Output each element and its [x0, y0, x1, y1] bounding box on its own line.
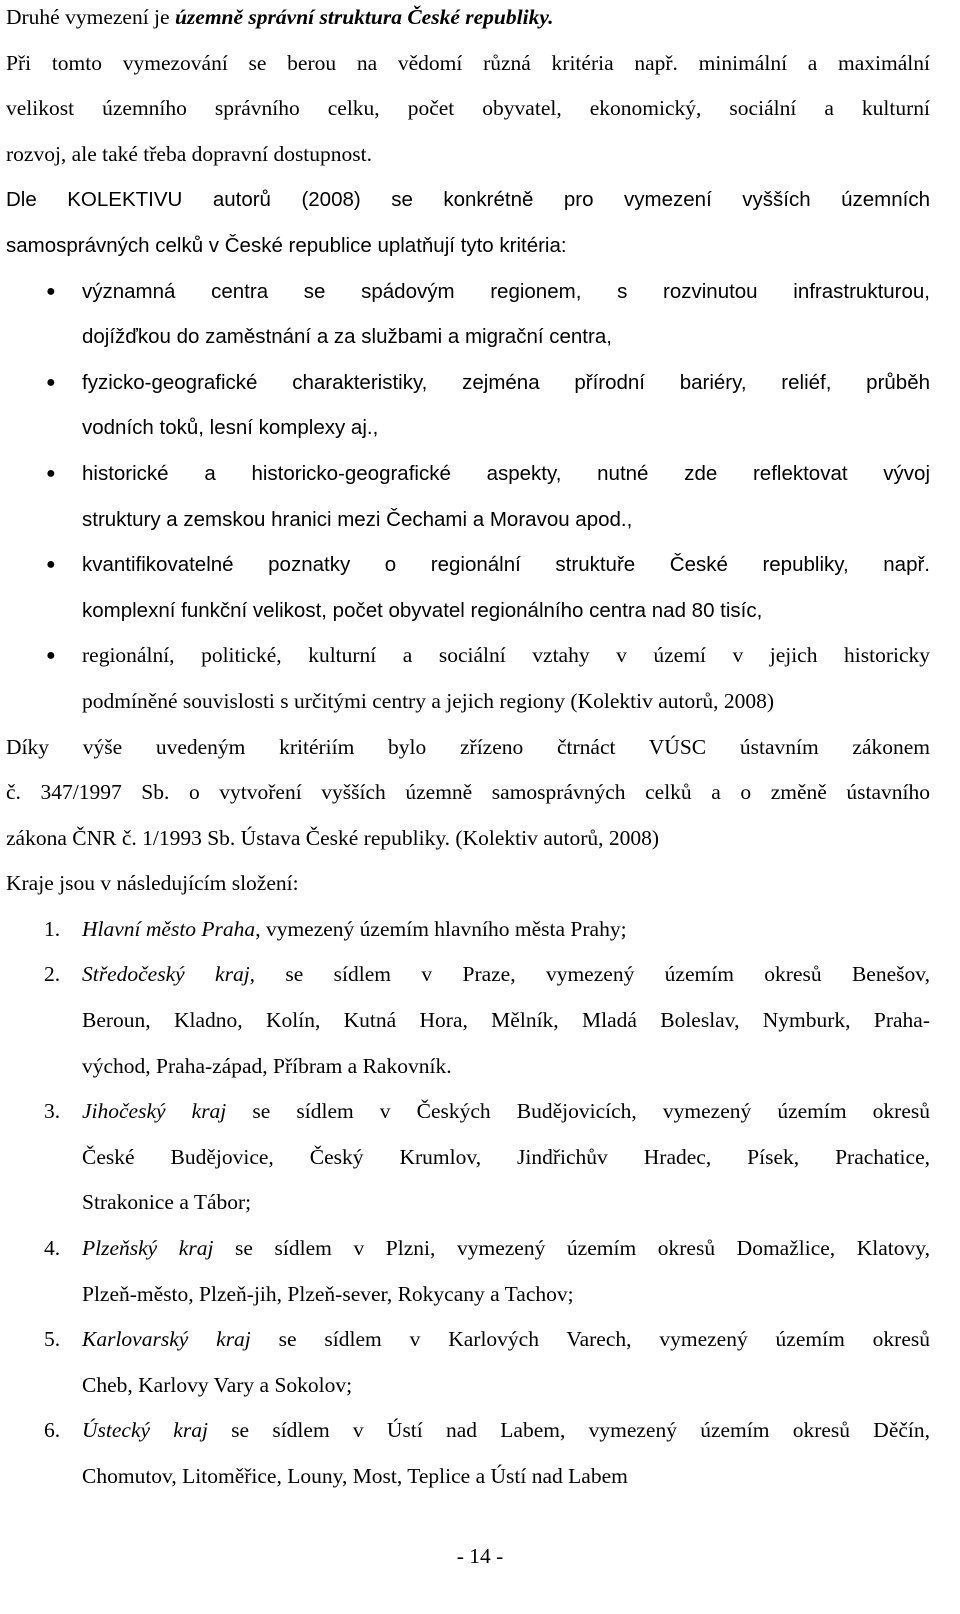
- intro-line-2: Při tomto vymezování se berou na vědomí různá kritéria např. minimální a maximální: [6, 50, 930, 75]
- list-item-3-cont: České Budějovice, Český Krumlov, Jindřichův Hradec, Písek, Prachatice,: [82, 1144, 930, 1169]
- intro-line-6: samosprávných celků v České republice uplatňují tyto kritéria:: [6, 233, 567, 257]
- list-number: 2.: [44, 962, 61, 987]
- bullet-item-1: ● významná centra se spádovým regionem, s rozvinutou infrastrukturou,: [6, 269, 930, 315]
- list-item-2-cont2: východ, Praha-západ, Příbram a Rakovník.: [82, 1053, 452, 1078]
- list-item-4-cont: Plzeň-město, Plzeň-jih, Plzeň-sever, Rokycany a Tachov;: [82, 1281, 574, 1306]
- list-number: 3.: [44, 1099, 61, 1124]
- region-name: Karlovarský kraj: [82, 1327, 251, 1352]
- bullet-icon: ●: [46, 647, 56, 665]
- intro-line-4: rozvoj, ale také třeba dopravní dostupnost.: [6, 141, 372, 166]
- bullet-item-1-cont: dojížďkou do zaměstnání a za službami a migrační centra,: [82, 325, 612, 349]
- bullet-icon: ●: [46, 464, 56, 482]
- bullet-item-2: ● fyzicko-geografické charakteristiky, zejména přírodní bariéry, reliéf, průběh: [6, 360, 930, 406]
- para2-line-1: Díky výše uvedeným kritériím bylo zřízeno čtrnáct VÚSC ústavním zákonem: [6, 734, 930, 759]
- list-item-2-cont: Beroun, Kladno, Kolín, Kutná Hora, Mělník, Mladá Boleslav, Nymburk, Praha-: [82, 1008, 930, 1033]
- region-name: Jihočeský kraj: [82, 1099, 227, 1124]
- para2-line-4: Kraje jsou v následujícím složení:: [6, 871, 299, 896]
- bullet-item-3-cont: struktury a zemskou hranici mezi Čechami a Moravou apod.,: [82, 507, 633, 531]
- emphasis-text: územně správní struktura České republiky.: [174, 5, 554, 29]
- list-item-5: 5. Karlovarský kraj se sídlem v Karlových Varech, vymezený územím okresů: [6, 1317, 930, 1363]
- intro-line-5: Dle KOLEKTIVU autorů (2008) se konkrétně pro vymezení vyšších územních: [6, 188, 930, 212]
- bullet-item-3: ● historické a historicko-geografické aspekty, nutné zde reflektovat vývoj: [6, 451, 930, 497]
- list-item-3-cont2: Strakonice a Tábor;: [82, 1190, 252, 1215]
- list-item-6-cont: Chomutov, Litoměřice, Louny, Most, Teplice a Ústí nad Labem: [82, 1464, 628, 1488]
- bullet-item-4: ● kvantifikovatelné poznatky o regionální struktuře České republiky, např.: [6, 542, 930, 588]
- intro-line-3: velikost územního správního celku, počet obyvatel, ekonomický, sociální a kulturní: [6, 96, 930, 121]
- document-page: [6, 0, 930, 1500]
- para2-line-2: č. 347/1997 Sb. o vytvoření vyšších územně samosprávných celků a o změně ústavního: [6, 780, 930, 805]
- region-name: Hlavní město Praha: [82, 916, 256, 941]
- list-item-6: 6. Ústecký kraj se sídlem v Ústí nad Labem, vymezený územím okresů Děčín,: [6, 1408, 930, 1454]
- intro-line-1: Druhé vymezení je územně správní struktura České republiky.: [6, 5, 554, 29]
- list-item-5-cont: Cheb, Karlovy Vary a Sokolov;: [82, 1372, 353, 1397]
- list-number: 4.: [44, 1236, 61, 1261]
- bullet-item-5: ● regionální, politické, kulturní a sociální vztahy v území v jejich historicky: [6, 633, 930, 679]
- list-item-4: 4. Plzeňský kraj se sídlem v Plzni, vymezený územím okresů Domažlice, Klatovy,: [6, 1226, 930, 1272]
- list-number: 5.: [44, 1327, 61, 1352]
- page-number: - 14 -: [456, 1544, 504, 1568]
- bullet-icon: ●: [46, 373, 56, 391]
- region-name: Plzeňský kraj: [82, 1236, 214, 1261]
- bullet-item-2-cont: vodních toků, lesní komplexy aj.,: [82, 416, 379, 440]
- list-item-3: 3. Jihočeský kraj se sídlem v Českých Budějovicích, vymezený územím okresů: [6, 1089, 930, 1135]
- list-number: 6.: [44, 1418, 61, 1443]
- para2-line-3: zákona ČNR č. 1/1993 Sb. Ústava České republiky. (Kolektiv autorů, 2008): [6, 825, 660, 850]
- bullet-item-5-cont: podmíněné souvislosti s určitými centry a jejich regiony (Kolektiv autorů, 2008): [82, 688, 775, 713]
- bullet-icon: ●: [46, 282, 56, 300]
- bullet-item-4-cont: komplexní funkční velikost, počet obyvatel regionálního centra nad 80 tisíc,: [82, 598, 763, 622]
- region-name: Středočeský kraj: [82, 962, 250, 987]
- list-number: 1.: [44, 916, 61, 941]
- bullet-icon: ●: [46, 556, 56, 574]
- list-item-2: 2. Středočeský kraj, se sídlem v Praze, vymezený územím okresů Benešov,: [6, 952, 930, 998]
- list-item-1: 1. Hlavní město Praha, vymezený územím hlavního města Prahy;: [6, 907, 930, 953]
- region-name: Ústecký kraj: [82, 1418, 208, 1443]
